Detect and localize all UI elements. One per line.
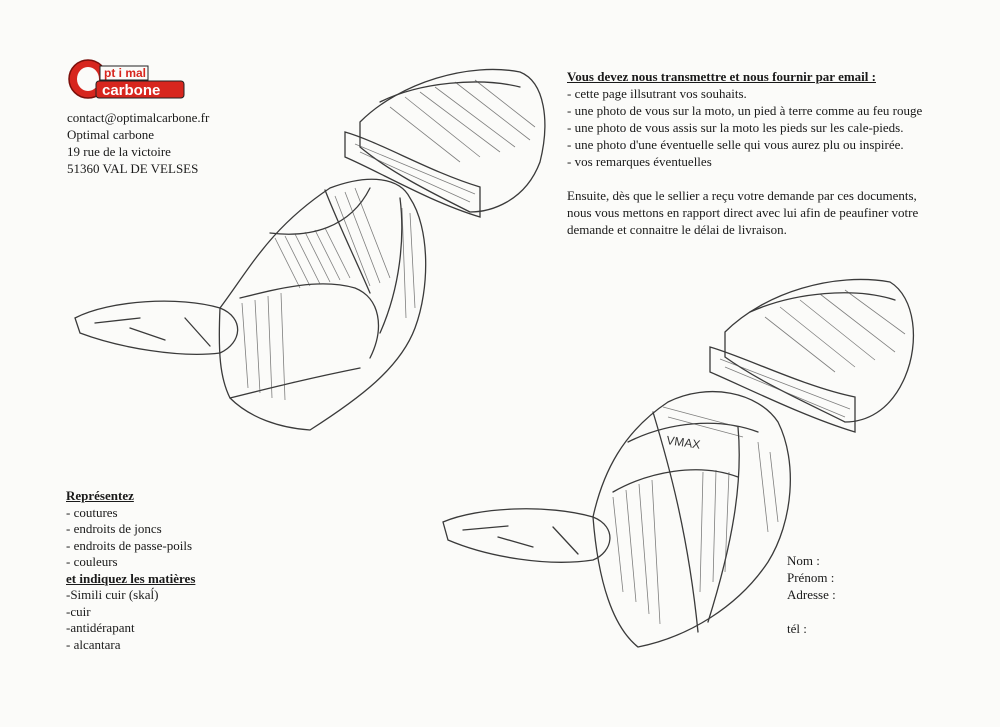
instruction-item: - vos remarques éventuelles — [567, 154, 712, 169]
contact-company: Optimal carbone — [67, 127, 154, 142]
material-item: -antidérapant — [66, 620, 135, 635]
logo-top-text: pt i mal — [104, 66, 147, 80]
form-tel-label: tél : — [787, 621, 807, 636]
paragraph-line: nous vous mettons en rapport direct avec lui afin de peaufiner votre — [567, 205, 919, 220]
seat-sketch-front-2 — [438, 382, 808, 652]
vmax-label: VMAX — [665, 433, 702, 452]
contact-city: 51360 VAL DE VELSES — [67, 161, 199, 176]
contact-street: 19 rue de la victoire — [67, 144, 171, 159]
form-nom-label: Nom : — [787, 553, 820, 568]
instruction-item: - une photo d'une éventuelle selle qui vous aurez plu ou inspirée. — [567, 137, 904, 152]
optimal-carbone-logo — [66, 56, 190, 102]
seat-sketch-rear-1 — [340, 62, 555, 222]
instructions-paragraph — [567, 187, 977, 238]
contact-email: contact@optimalcarbone.fr — [67, 110, 210, 125]
instruction-item: - une photo de vous sur la moto, un pied à terre comme au feu rouge — [567, 103, 923, 118]
instruction-item: - une photo de vous assis sur la moto les pieds sur les cale-pieds. — [567, 120, 904, 135]
logo-bottom-text: carbone — [102, 82, 161, 99]
paragraph-line: demande et connaitre le délai de livraison. — [567, 222, 787, 237]
represent-title: Représentez — [66, 488, 134, 503]
represent-item: - coutures — [66, 504, 118, 520]
material-item: -cuir — [66, 603, 91, 619]
customer-form — [787, 552, 836, 637]
materials-title: et indiquez les matières — [66, 570, 196, 586]
instructions-block — [567, 68, 977, 238]
paragraph-line: Ensuite, dès que le sellier a reçu votre demande par ces documents, — [567, 188, 917, 203]
form-prenom-label: Prénom : — [787, 570, 835, 585]
instruction-item: - cette page illsutrant vos souhaits. — [567, 86, 747, 101]
represent-item: - endroits de passe-poils — [66, 537, 193, 553]
represent-item: - couleurs — [66, 554, 118, 569]
material-item: - alcantara — [66, 636, 121, 652]
form-adresse-label: Adresse : — [787, 587, 836, 602]
represent-item: - endroits de joncs — [66, 521, 162, 536]
material-item: -Simili cuir (skaĺ) — [66, 587, 159, 602]
instructions-title: Vous devez nous transmettre et nous fournir par email : — [567, 69, 876, 84]
represent-block — [66, 488, 195, 653]
contact-block — [67, 109, 209, 177]
